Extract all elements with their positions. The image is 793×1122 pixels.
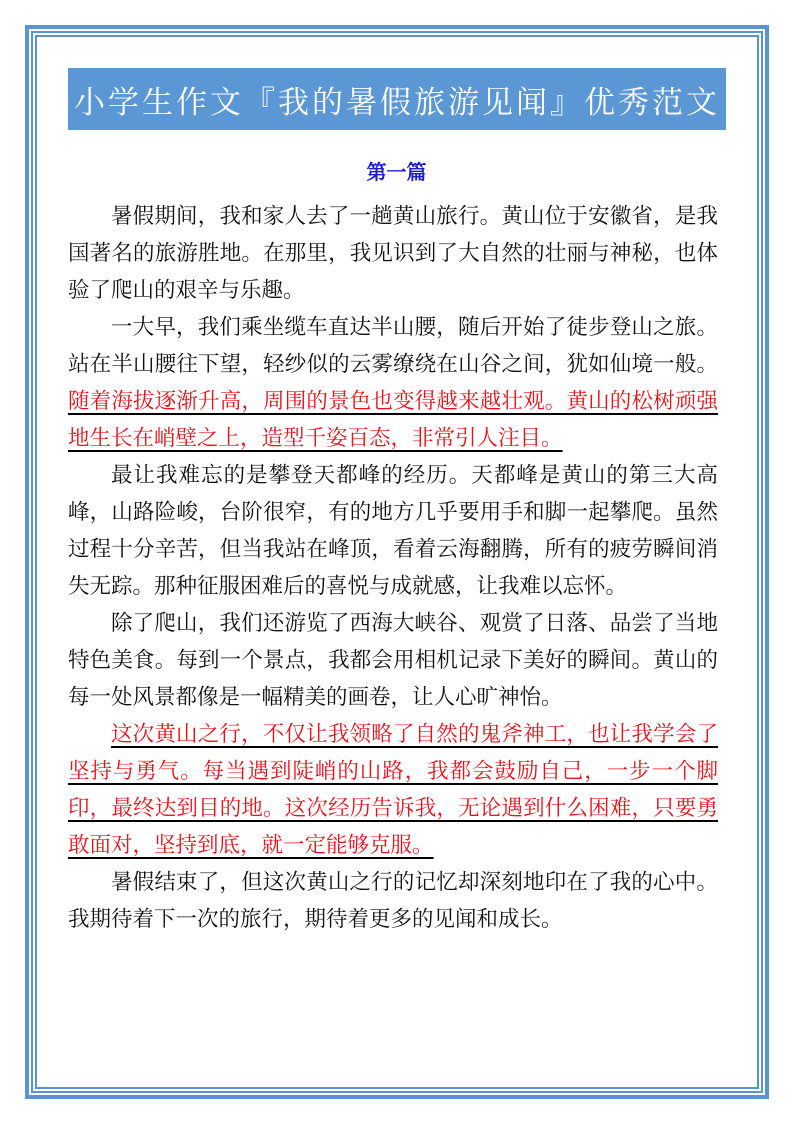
- highlighted-paragraph: 这次黄山之行，不仅让我领略了自然的鬼斧神工，也让我学会了坚持与勇气。每当遇到陡峭的山路，我都会鼓励自己，一步一个脚印，最终达到目的地。这次经历告诉我，无论遇到什么困难，只要勇敢面对，坚持到底，就一定能够克服。: [68, 722, 718, 858]
- document-title-banner: [68, 68, 726, 130]
- paragraph-5: [68, 716, 718, 864]
- paragraph-2: 一大早，我们乘坐缆车直达半山腰，随后开始了徒步登山之旅。站在半山腰往下望，轻纱似的云雾缭绕在山谷之间，犹如仙境一般。随着海拔逐渐升高，周围的景色也变得越来越壮观。黄山的松树顽强地生长在峭壁之上，造型千姿百态，非常引人注目。: [68, 315, 718, 451]
- paragraph-6: 暑假结束了，但这次黄山之行的记忆却深刻地印在了我的心中。我期待着下一次的旅行，期待着更多的见闻和成长。: [68, 870, 718, 932]
- document-title: 小学生作文『我的暑假旅游见闻』优秀范文: [74, 84, 720, 121]
- paragraph-4: 除了爬山，我们还游览了西海大峡谷、观赏了日落、品尝了当地特色美食。每到一个景点，我都会用相机记录下美好的瞬间。黄山的每一处风景都像是一幅精美的画卷，让人心旷神怡。: [68, 611, 718, 710]
- essay-body: [68, 198, 718, 938]
- paragraph-3: 最让我难忘的是攀登天都峰的经历。天都峰是黄山的第三大高峰，山路险峻，台阶很窄，有的地方几乎要用手和脚一起攀爬。虽然过程十分辛苦，但当我站在峰顶，看着云海翻腾，所有的疲劳瞬间消失无踪。那种征服困难后的喜悦与成就感，让我难以忘怀。: [68, 463, 718, 599]
- highlighted-sentence: 随着海拔逐渐升高，周围的景色也变得越来越壮观。黄山的松树顽强地生长在峭壁之上，造型千姿百态，非常引人注目。: [68, 389, 718, 451]
- section-title: 第一篇: [366, 160, 427, 184]
- paragraph-1: 暑假期间，我和家人去了一趟黄山旅行。黄山位于安徽省，是我国著名的旅游胜地。在那里，我见识到了大自然的壮丽与神秘，也体验了爬山的艰辛与乐趣。: [68, 204, 718, 303]
